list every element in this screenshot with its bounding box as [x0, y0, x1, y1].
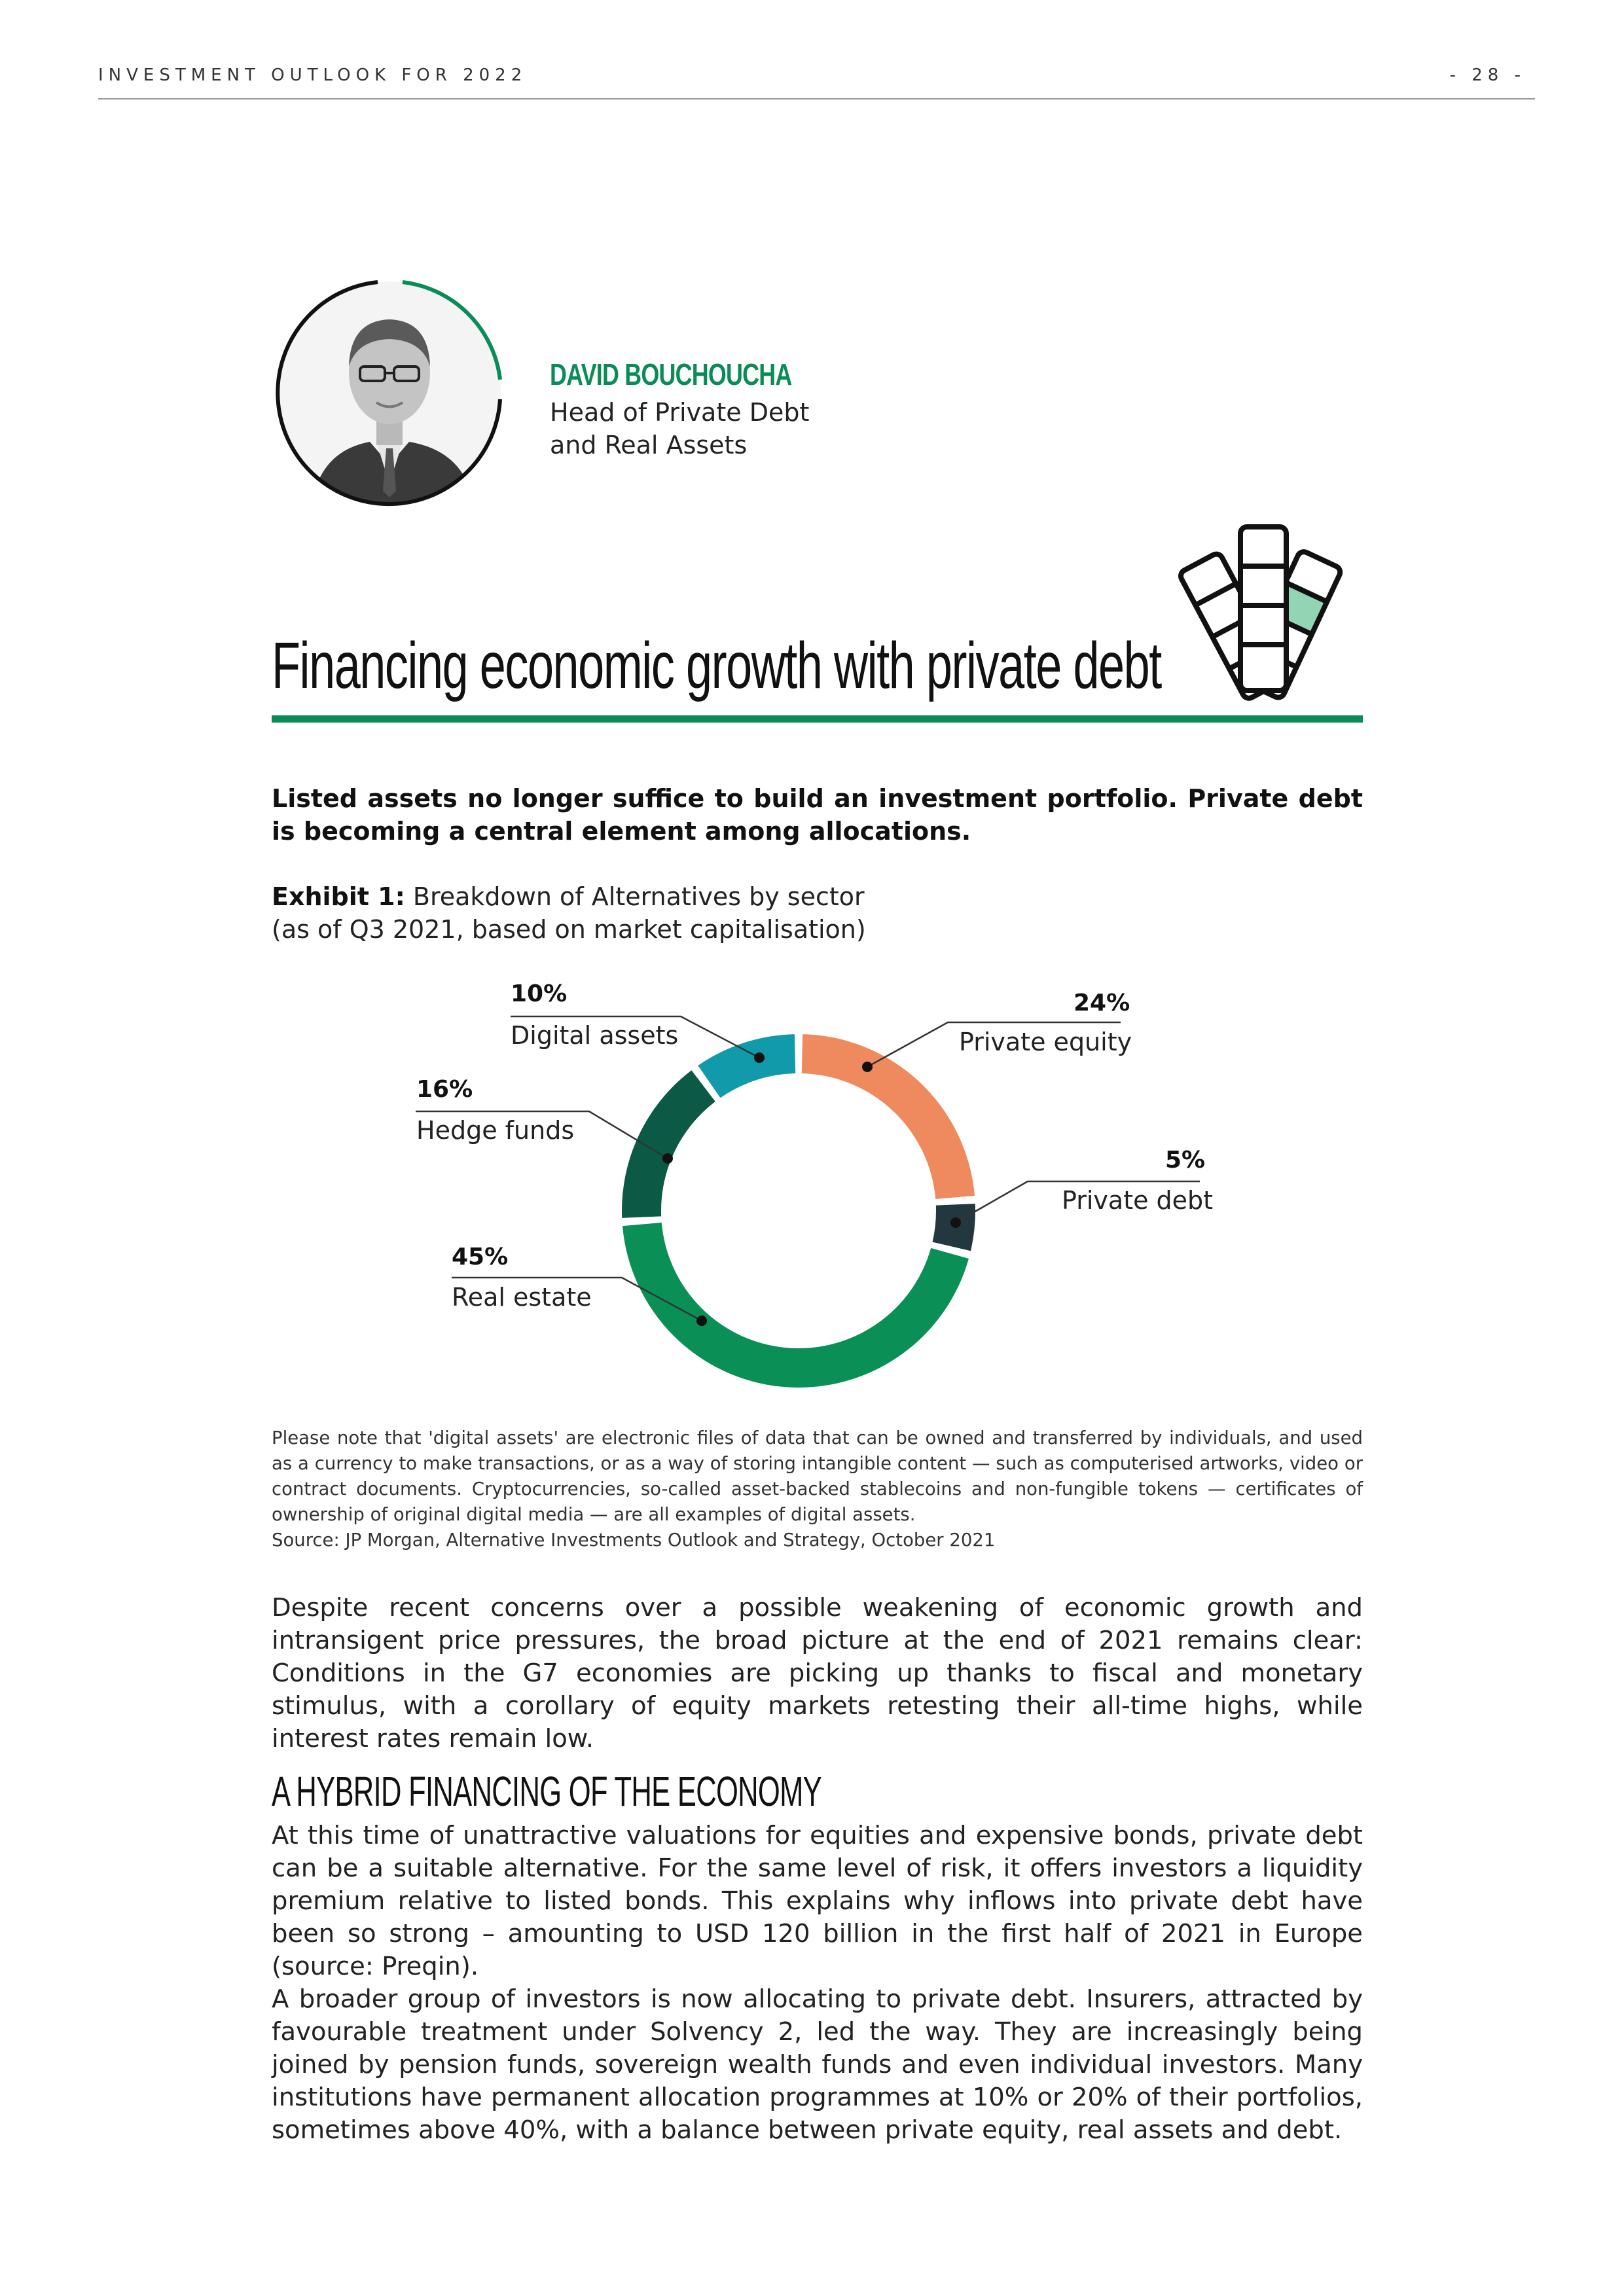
- value-label-hedge-funds: 16%: [416, 1076, 473, 1103]
- slice-real-estate: [623, 1223, 969, 1388]
- category-label-private-equity: Private equity: [959, 1028, 1132, 1056]
- value-label-real-estate: 45%: [452, 1244, 509, 1270]
- chart-source: Source: JP Morgan, Alternative Investments Outlook and Strategy, October 2021: [272, 1530, 996, 1551]
- value-label-digital-assets: 10%: [511, 980, 568, 1007]
- category-label-real-estate: Real estate: [452, 1283, 592, 1312]
- author-name: DAVID BOUCHOUCHA: [550, 357, 792, 391]
- category-label-private-debt: Private debt: [1062, 1186, 1214, 1215]
- running-header: INVESTMENT OUTLOOK FOR 2022: [98, 65, 528, 85]
- value-label-private-equity: 24%: [1074, 990, 1130, 1016]
- exhibit-label: Exhibit 1:: [272, 882, 405, 911]
- exhibit-caption: [272, 880, 1363, 946]
- note-text: Please note that 'digital assets' are electronic files of data that can be owned and transferred by individuals, and used as a currency to make transactions, or as a way of storing intangible content — such as computerised artworks, video or contract documents. Cryptocurrencies, so-called asset-backed stablecoins and non-fungible tokens — certificates of ownership of original digital media — are all examples of digital assets.: [272, 1427, 1363, 1525]
- paragraph-3: A broader group of investors is now allocating to private debt. Insurers, attracted by favourable treatment under Solvency 2, led the way. They are increasingly being joined by pension funds, sovereign wealth funds and even individual investors. Many institutions have permanent allocation programmes at 10% or 20% of their portfolios, sometimes above 40%, with a balance between private equity, real assets and debt.: [272, 1984, 1363, 2145]
- author-role-line2: and Real Assets: [550, 431, 748, 459]
- category-label-hedge-funds: Hedge funds: [416, 1116, 575, 1145]
- header-rule: [98, 98, 1535, 99]
- author-role-line1: Head of Private Debt: [550, 398, 810, 427]
- exhibit-title-line2: (as of Q3 2021, based on market capitalisation): [272, 915, 866, 944]
- article-title: Financing economic growth with private debt: [272, 629, 1161, 702]
- title-rule: [272, 715, 1363, 723]
- paragraph-2: At this time of unattractive valuations for equities and expensive bonds, private debt can be a suitable alternative. For the same level of risk, it offers investors a liquidity premium relative to listed bonds. This explains why inflows into private debt have been so strong – amounting to USD 120 billion in the first half of 2021 in Europe (source: Preqin).: [272, 1821, 1363, 1981]
- category-label-digital-assets: Digital assets: [511, 1021, 679, 1050]
- section-heading: A HYBRID FINANCING OF THE ECONOMY: [272, 1768, 821, 1815]
- page-number: - 28 -: [1449, 65, 1526, 85]
- author-portrait: [272, 268, 507, 511]
- author-role: [550, 396, 809, 461]
- donut-chart: [615, 1028, 982, 1394]
- color-swatch-icon: [1159, 520, 1362, 710]
- slice-private-debt: [933, 1204, 975, 1251]
- paragraph-1: Despite recent concerns over a possible weakening of economic growth and intransigent price pressures, the broad picture at the end of 2021 remains clear: Conditions in the G7 economies are picking up thanks to fiscal and monetary stimulus, with a corollary of equity markets retesting their all-time highs, while interest rates remain low.: [272, 1593, 1363, 1753]
- slice-hedge-funds: [622, 1070, 715, 1218]
- slice-digital-assets: [698, 1034, 795, 1098]
- slice-private-equity: [802, 1034, 975, 1199]
- chart-note: [272, 1426, 1363, 1553]
- value-label-private-debt: 5%: [1165, 1147, 1206, 1174]
- article-intro: Listed assets no longer suffice to build an investment portfolio. Private debt is becoming a central element among allocations.: [272, 784, 1363, 846]
- exhibit-title-line1: Breakdown of Alternatives by sector: [412, 882, 865, 911]
